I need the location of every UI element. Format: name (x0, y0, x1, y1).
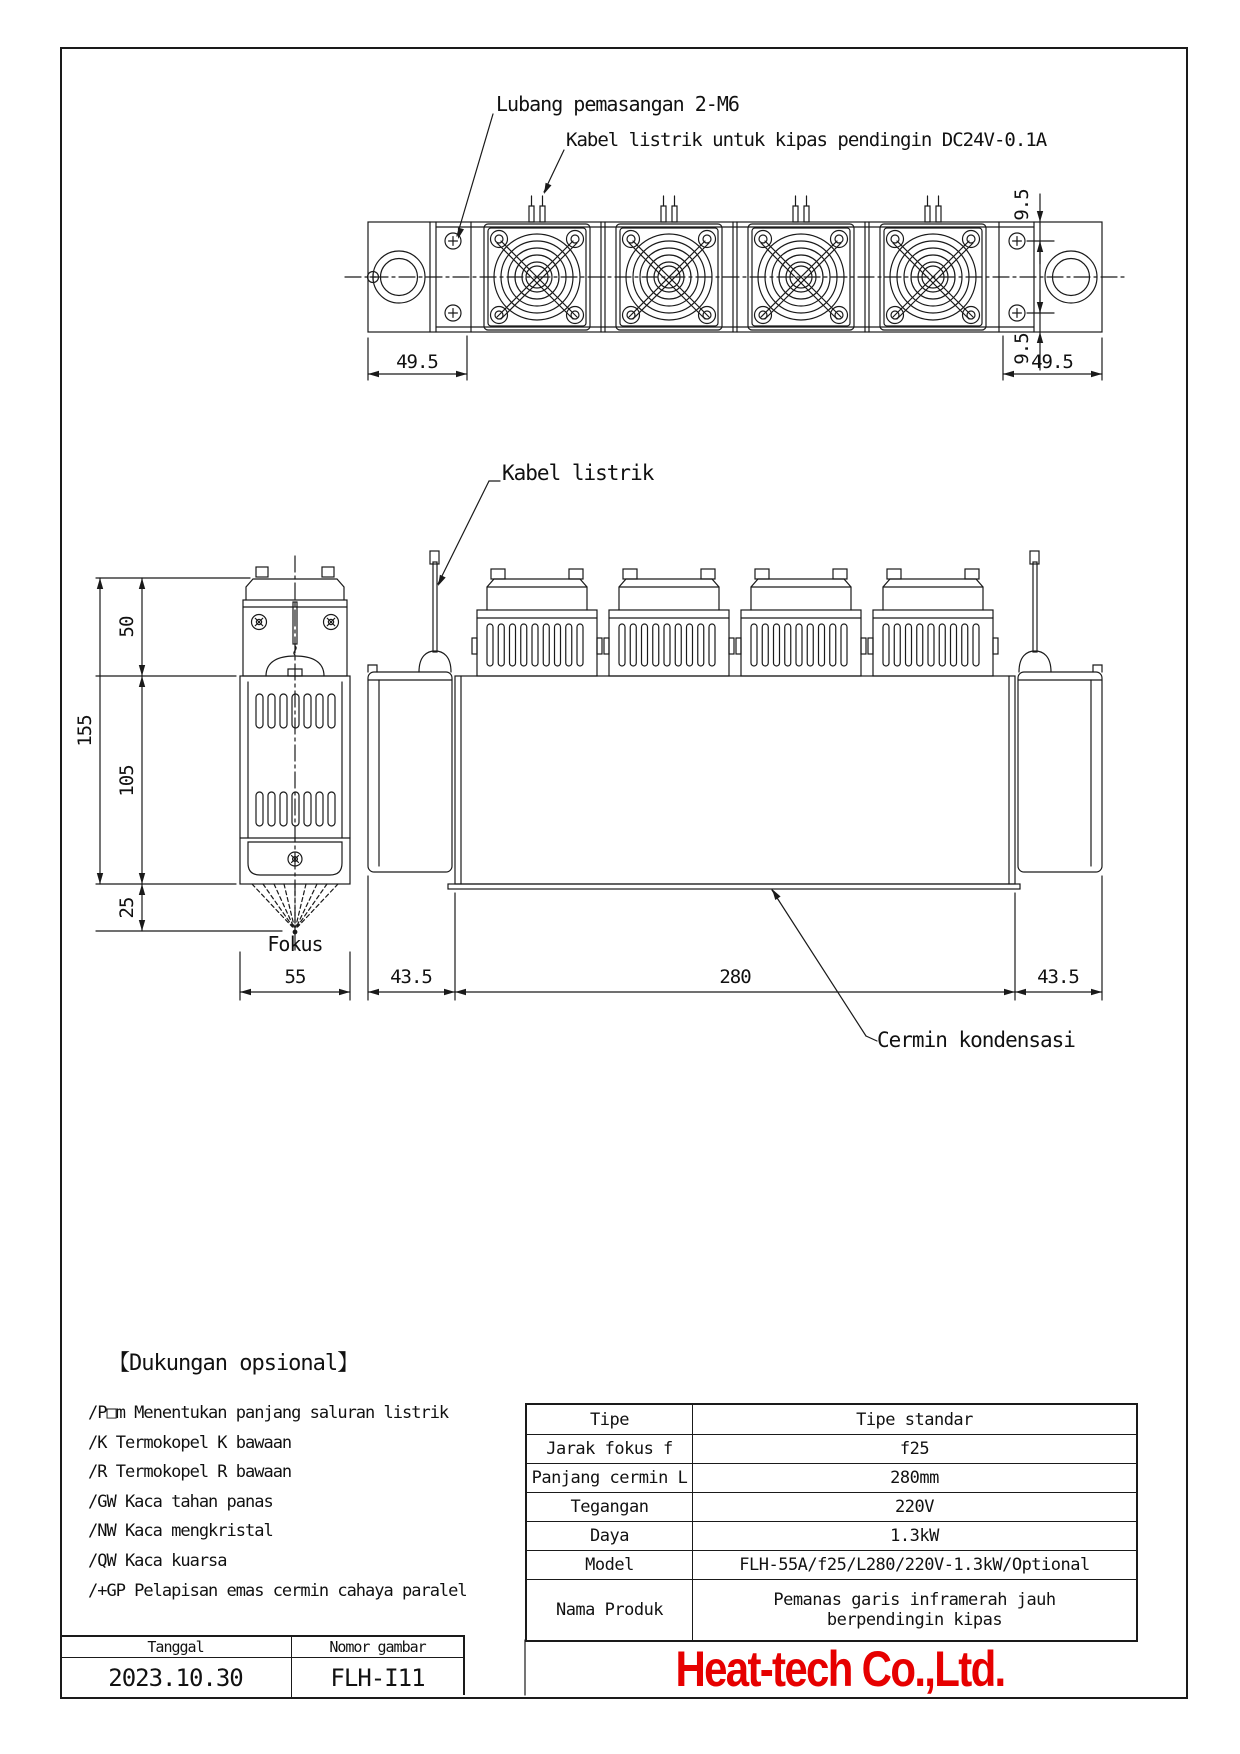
spec-row-tipe (527, 1405, 1136, 1434)
drawing-number-value: FLH-I11 (330, 1664, 425, 1692)
spec-row-model (527, 1550, 1136, 1579)
spec-row-panjang-cermin (527, 1463, 1136, 1492)
spec-row-tegangan (527, 1492, 1136, 1521)
spec-label: Nama Produk (527, 1580, 693, 1640)
spec-label: Jarak fokus f (527, 1435, 693, 1463)
optional-support-heading: 【Dukungan opsional】 (108, 1351, 359, 1376)
spec-table (525, 1403, 1138, 1642)
dim-side-focus-distance: 25 (116, 897, 138, 919)
label-fan-cable: Kabel listrik untuk kipas pendingin DC24V-0.1A (566, 129, 1047, 151)
optional-item: /P□m Menentukan panjang saluran listrik (88, 1403, 449, 1423)
date-label: Tanggal (60, 1637, 292, 1657)
spec-label: Panjang cermin L (527, 1464, 693, 1492)
spec-value: 280mm (890, 1468, 939, 1488)
label-power-cable: Kabel listrik (502, 461, 654, 485)
spec-row-nama-produk (527, 1579, 1136, 1640)
label-mounting-hole: Lubang pemasangan 2-M6 (496, 92, 739, 116)
dim-top-right-width: 49.5 (1031, 351, 1073, 373)
optional-item: /QW Kaca kuarsa (88, 1550, 227, 1571)
spec-value: f25 (899, 1439, 930, 1459)
spec-value: 1.3kW (890, 1526, 939, 1546)
spec-value: Tipe standar (856, 1409, 973, 1430)
spec-label: Daya (527, 1522, 693, 1550)
spec-value (693, 1580, 1136, 1640)
dim-hole-offset-top: 9.5 (1011, 189, 1033, 221)
optional-item: /NW Kaca mengkristal (88, 1521, 273, 1542)
dim-front-left-cap: 43.5 (390, 966, 432, 988)
spec-value-line1: Pemanas garis inframerah jauh (773, 1590, 1056, 1610)
spec-label: Tipe (527, 1405, 693, 1434)
spec-value-line2: berpendingin kipas (826, 1610, 1003, 1630)
optional-support-list (88, 1399, 467, 1606)
spec-label: Tegangan (527, 1493, 693, 1521)
label-focus: Fokus (267, 932, 323, 956)
dim-side-width: 55 (284, 966, 306, 988)
spec-row-jarak-fokus (527, 1434, 1136, 1463)
dim-front-mirror-length: 280 (719, 966, 751, 988)
optional-item: /+GP Pelapisan emas cermin cahaya paralel (88, 1580, 467, 1601)
date-value: 2023.10.30 (60, 1658, 292, 1698)
spec-row-daya (527, 1521, 1136, 1550)
company-logo: Heat-tech Co.,Ltd. (675, 1641, 1005, 1697)
optional-item: /K Termokopel K bawaan (88, 1432, 292, 1453)
spec-value: FLH-55A/f25/L280/220V-1.3kW/Optional (739, 1555, 1090, 1575)
title-block (60, 1635, 465, 1695)
spec-label: Model (527, 1551, 693, 1579)
optional-item: /R Termokopel R bawaan (88, 1462, 292, 1483)
spec-value: 220V (895, 1497, 934, 1517)
dim-side-upper-height: 50 (116, 616, 138, 638)
dim-top-left-width: 49.5 (396, 351, 438, 373)
drawing-number-label: Nomor gambar (329, 1638, 426, 1656)
dim-side-total-height: 155 (74, 715, 96, 747)
optional-item: /GW Kaca tahan panas (88, 1491, 273, 1512)
dim-side-mid-height: 105 (116, 765, 138, 797)
dim-hole-offset-bottom: 9.5 (1011, 333, 1033, 365)
dim-front-right-cap: 43.5 (1037, 966, 1079, 988)
label-condensing-mirror: Cermin kondensasi (877, 1028, 1075, 1052)
